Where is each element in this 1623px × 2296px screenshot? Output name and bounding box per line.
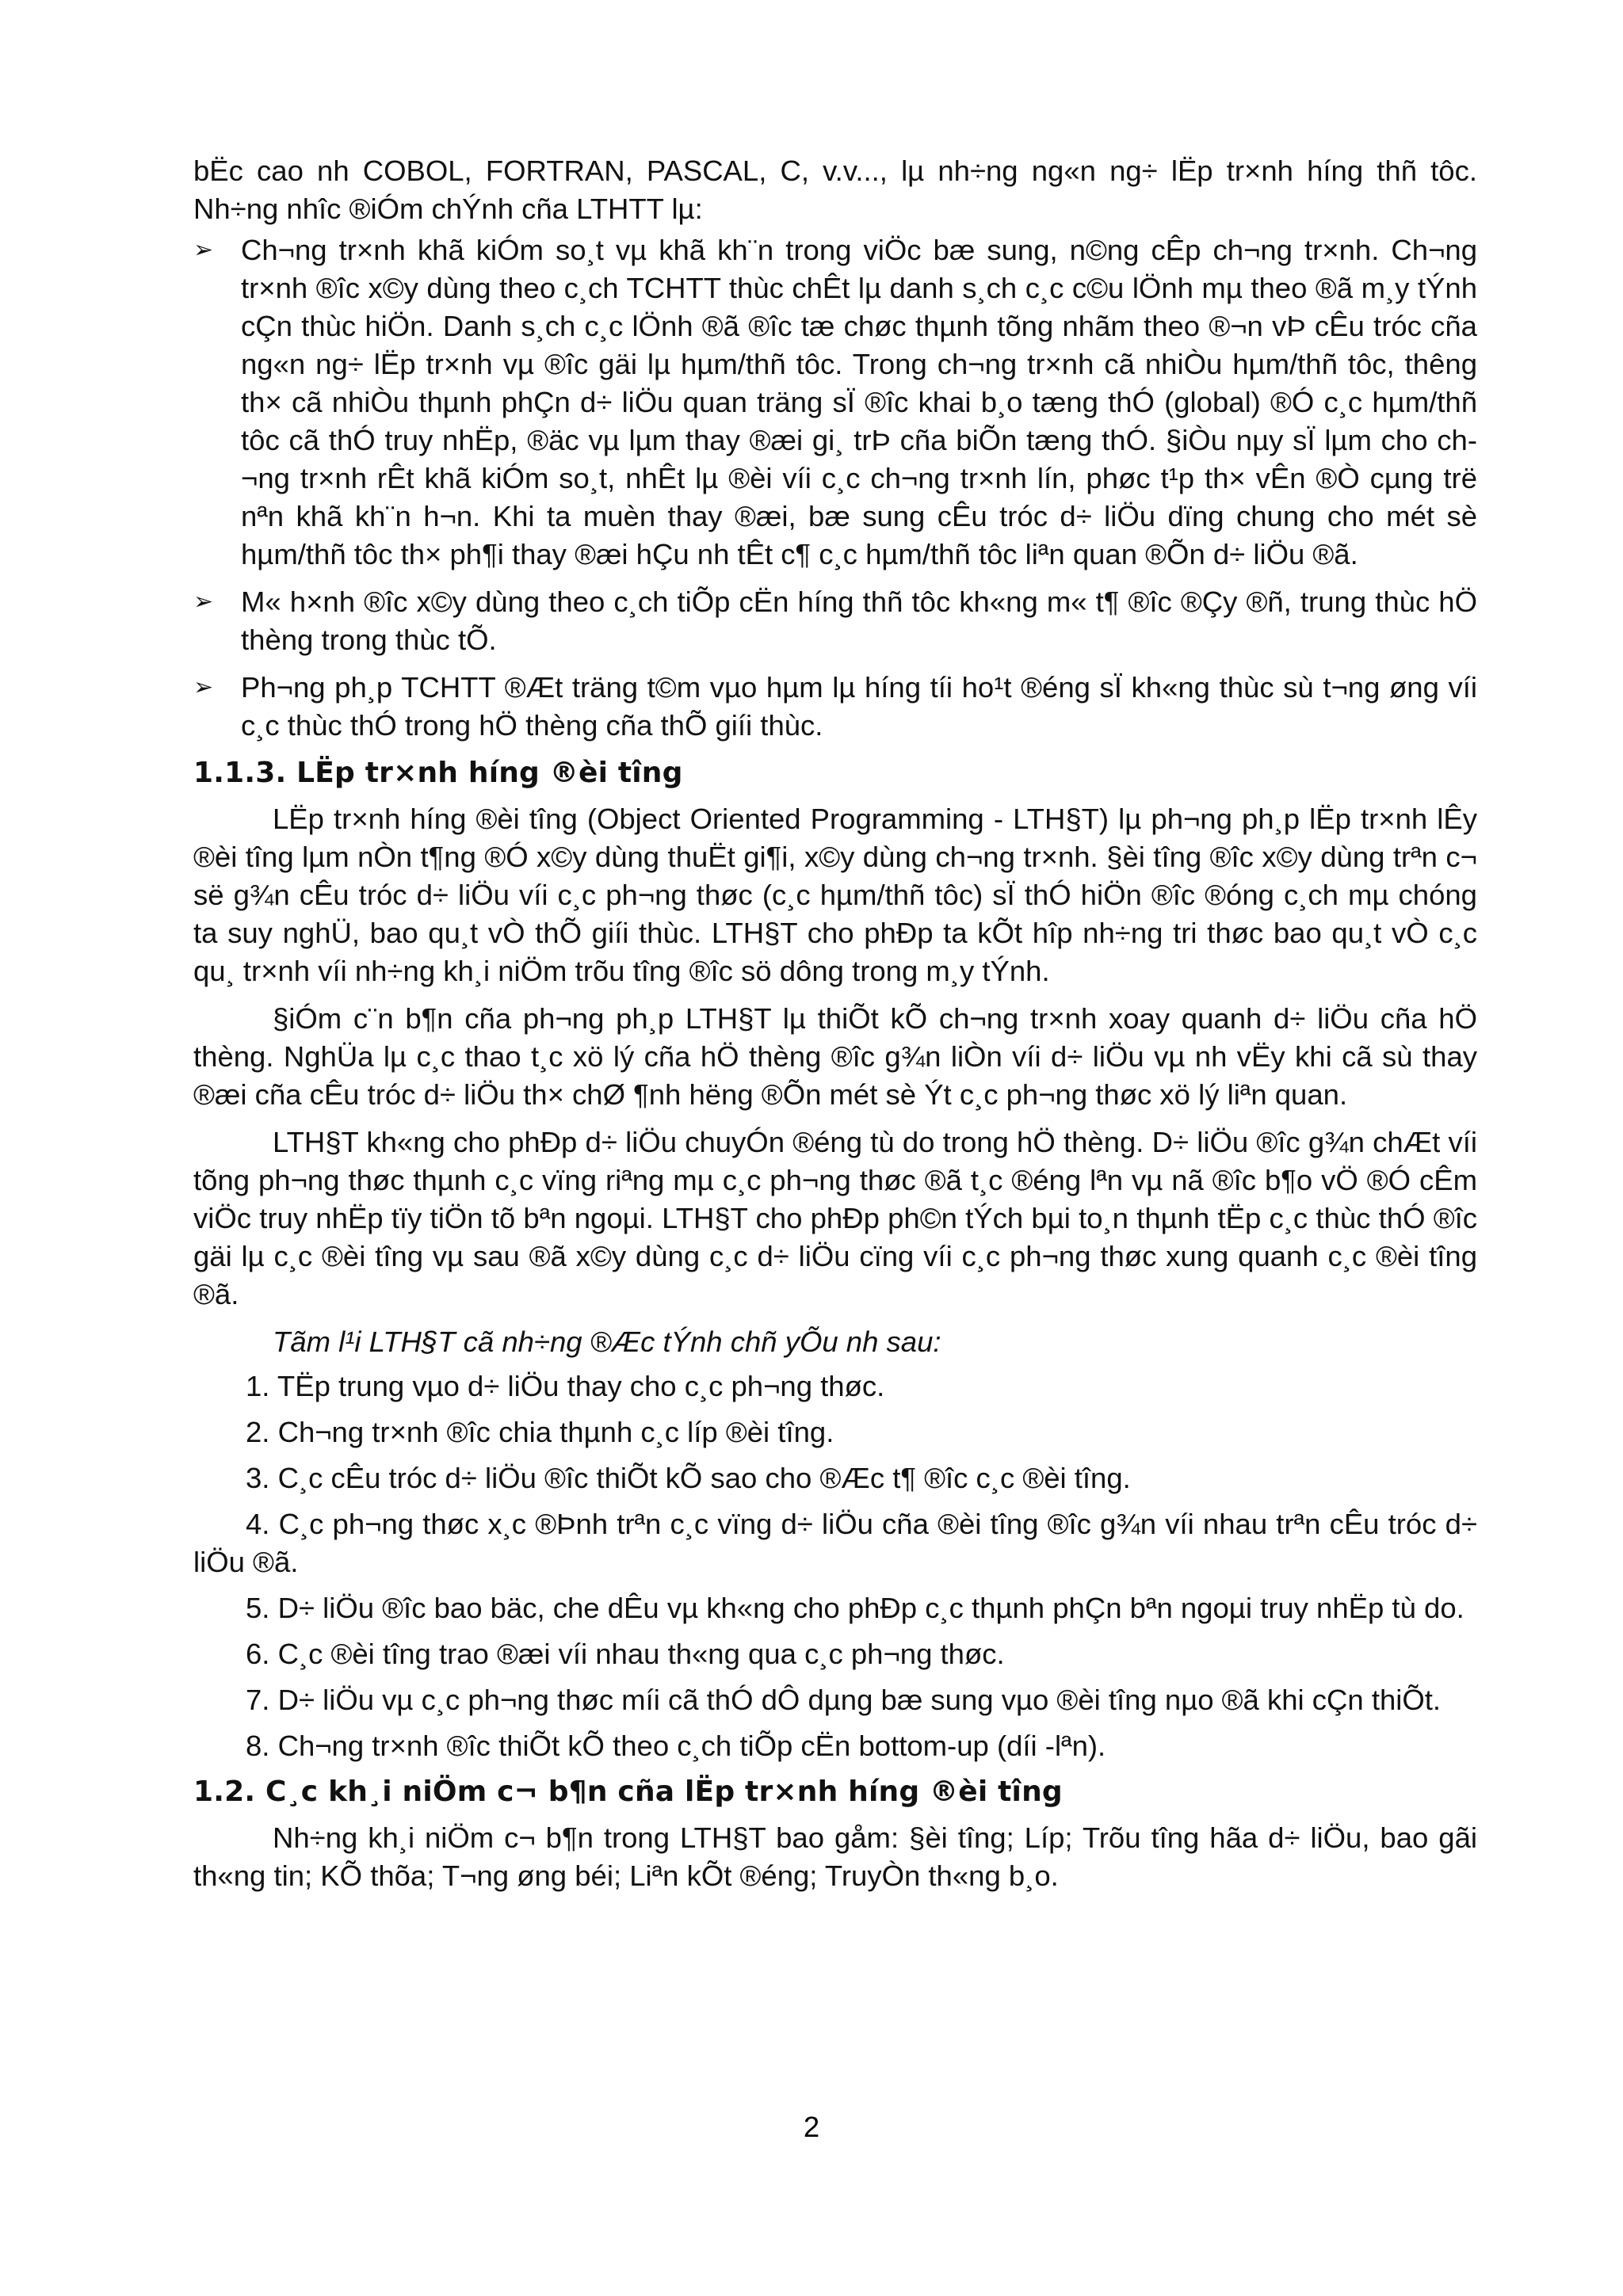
numbered-item: 7. D÷ liÖu vµ c¸c ph¬ng thøc míi cã thÓ dÔ dµng bæ sung vµo ®èi tîng nµo ®ã khi cÇn thiÕt.: [246, 1684, 1442, 1716]
list-item: [193, 231, 1477, 574]
section-heading-1-2: 1.2. C¸c kh¸i niÖm c¬ b¶n cña lËp tr×nh híng ®èi tîng: [193, 1775, 1063, 1808]
paragraph: §iÓm c¨n b¶n cña ph¬ng ph¸p LTH§T lµ thiÕt kÕ ch¬ng tr×nh xoay quanh d÷ liÖu cña hÖ thèng. NghÜa lµ c¸c thao t¸c xö lý cña hÖ thèng ®îc g¾n liÒn víi d÷ liÖu vµ nh vËy khi cã sù thay ®æi cña cÊu tróc d÷ liÖu th× chØ ¶nh hëng ®Õn mét sè Ýt c¸c ph¬ng thøc xö lý liªn quan.: [193, 1002, 1477, 1111]
summary-italic-line: Tãm l¹i LTH§T cã nh÷ng ®Æc tÝnh chñ yÕu nh sau:: [273, 1325, 941, 1358]
bullet-text: Ph¬ng ph¸p TCHTT ®Æt träng t©m vµo hµm lµ híng tíi ho¹t ®éng sÏ kh«ng thùc sù t¬ng øng víi c¸c thùc thÓ trong hÖ thèng cña thÕ giíi thùc.: [241, 671, 1477, 742]
arrow-bullet-icon: ➢: [193, 589, 214, 615]
paragraph: Nh÷ng kh¸i niÖm c¬ b¶n trong LTH§T bao gåm: §èi tîng; Líp; Trõu tîng hãa d÷ liÖu, bao gãi th«ng tin; KÕ thõa; T¬ng øng béi; Liªn kÕt ®éng; TruyÒn th«ng b¸o.: [193, 1821, 1477, 1892]
arrow-bullet-icon: ➢: [193, 237, 214, 263]
numbered-item: 5. D÷ liÖu ®îc bao bäc, che dÊu vµ kh«ng cho phÐp c¸c thµnh phÇn bªn ngoµi truy nhËp tù do.: [246, 1592, 1465, 1624]
page-number: 2: [803, 2111, 820, 2143]
bullet-text: M« h×nh ®îc x©y dùng theo c¸ch tiÕp cËn híng thñ tôc kh«ng m« t¶ ®îc ®Çy ®ñ, trung thùc hÖ thèng trong thùc tÕ.: [241, 585, 1477, 656]
document-page: [193, 152, 1477, 1905]
paragraph: LËp tr×nh híng ®èi tîng (Object Oriented Programming - LTH§T) lµ ph¬ng ph¸p lËp tr×nh lÊy ®èi tîng lµm nÒn t¶ng ®Ó x©y dùng thuËt gi¶i, x©y dùng ch¬ng tr×nh. §èi tîng ®îc x©y dùng trªn c¬ së g¾n cÊu tróc d÷ liÖu víi c¸c ph¬ng thøc (c¸c hµm/thñ tôc) sÏ thÓ hiÖn ®îc ®óng c¸ch mµ chóng ta suy nghÜ, bao qu¸t vÒ thÕ giíi thùc. LTH§T cho phÐp ta kÕt hîp nh÷ng tri thøc bao qu¸t vÒ c¸c qu¸ tr×nh víi nh÷ng kh¸i niÖm trõu tîng ®îc sö dông trong m¸y tÝnh.: [193, 803, 1477, 987]
characteristics-list: [193, 1367, 1477, 1765]
drawbacks-list: [193, 231, 1477, 745]
list-item: [193, 583, 1477, 659]
bullet-text: Ch¬ng tr×nh khã kiÓm so¸t vµ khã kh¨n trong viÖc bæ sung, n©ng cÊp ch¬ng tr×nh. Ch¬ng tr×nh ®îc x©y dùng theo c¸ch TCHTT thùc chÊt lµ danh s¸ch c¸c c©u lÖnh mµ theo ®ã m¸y tÝnh cÇn thùc hiÖn. Danh s¸ch c¸c lÖnh ®ã ®îc tæ chøc thµnh tõng nhãm theo ®¬n vÞ cÊu tróc cña ng«n ng÷ lËp tr×nh vµ ®îc gäi lµ hµm/thñ tôc. Trong ch¬ng tr×nh cã nhiÒu hµm/thñ tôc, thêng th× cã nhiÒu thµnh phÇn d÷ liÖu quan träng sÏ ®îc khai b¸o tæng thÓ (global) ®Ó c¸c hµm/thñ tôc cã thÓ truy nhËp, ®äc vµ lµm thay ®æi gi¸ trÞ cña biÕn tæng thÓ. §iÒu nµy sÏ lµm cho ch¬ng tr×nh rÊt khã kiÓm so¸t, nhÊt lµ ®èi víi c¸c ch¬ng tr×nh lín, phøc t¹p th× vÊn ®Ò cµng trë nªn khã kh¨n h¬n. Khi ta muèn thay ®æi, bæ sung cÊu tróc d÷ liÖu dïng chung cho mét sè hµm/thñ tôc th× ph¶i thay ®æi hÇu nh tÊt c¶ c¸c hµm/thñ tôc liªn quan ®Õn d÷ liÖu ®ã.: [241, 234, 1477, 570]
numbered-item: 8. Ch¬ng tr×nh ®îc thiÕt kÕ theo c¸ch tiÕp cËn bottom-up (díi -lªn).: [246, 1730, 1106, 1762]
numbered-item: 1. TËp trung vµo d÷ liÖu thay cho c¸c ph¬ng thøc.: [246, 1370, 885, 1402]
numbered-item: 6. C¸c ®èi tîng trao ®æi víi nhau th«ng qua c¸c ph¬ng thøc.: [246, 1638, 1005, 1670]
numbered-item: 4. C¸c ph¬ng thøc x¸c ®Þnh trªn c¸c vïng d÷ liÖu cña ®èi tîng ®îc g¾n víi nhau trªn cÊu tróc d÷ liÖu ®ã.: [193, 1508, 1477, 1578]
section-heading-1-1-3: 1.1.3. LËp tr×nh híng ®èi tîng: [193, 757, 683, 789]
intro-paragraph: bËc cao nh COBOL, FORTRAN, PASCAL, C, v.v..., lµ nh÷ng ng«n ng÷ lËp tr×nh híng thñ tôc. Nh÷ng nhîc ®iÓm chÝnh cña LTHTT lµ:: [193, 154, 1477, 225]
numbered-item: 3. C¸c cÊu tróc d÷ liÖu ®îc thiÕt kÕ sao cho ®Æc t¶ ®îc c¸c ®èi tîng.: [246, 1462, 1131, 1494]
arrow-bullet-icon: ➢: [193, 674, 214, 700]
numbered-item: 2. Ch¬ng tr×nh ®îc chia thµnh c¸c líp ®èi tîng.: [246, 1416, 834, 1448]
paragraph: LTH§T kh«ng cho phÐp d÷ liÖu chuyÓn ®éng tù do trong hÖ thèng. D÷ liÖu ®îc g¾n chÆt víi tõng ph¬ng thøc thµnh c¸c vïng riªng mµ c¸c ph¬ng thøc ®ã t¸c ®éng lªn vµ nã ®îc b¶o vÖ ®Ó cÊm viÖc truy nhËp tïy tiÖn tõ bªn ngoµi. LTH§T cho phÐp ph©n tÝch bµi to¸n thµnh tËp c¸c thùc thÓ ®îc gäi lµ c¸c ®èi tîng vµ sau ®ã x©y dùng c¸c d÷ liÖu cïng víi c¸c ph¬ng thøc xung quanh c¸c ®èi tîng ®ã.: [193, 1126, 1477, 1310]
list-item: [193, 669, 1477, 745]
